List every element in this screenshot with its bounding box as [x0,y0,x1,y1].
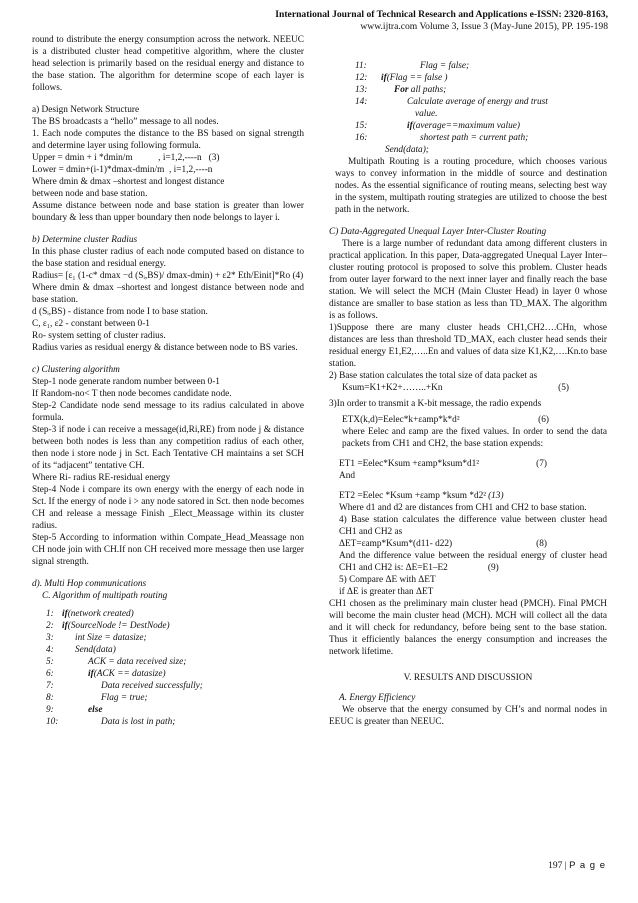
b-line-0: In this phase cluster radius of each node computed based on distance to the base station and residual energy. [32,247,304,269]
eq-7-number: (7) [536,459,547,469]
eq-13-line [329,490,607,502]
section-a-heading: a) Design Network Structure [32,105,140,115]
alg-line-number: 7: [46,681,54,691]
c-line-3: Step-3 if node i can receive a message(id,Ri,RE) from node j & distance between both nodes is less than any competition radius of each other, then node i store node j in Sct. Each Tentative CH maintains a set SCH of its “adjacent” tentative CH. [32,425,304,471]
a-line-0: The BS broadcasts a “hello” message to all nodes. [32,117,219,127]
b-line-6: Radius varies as residual energy & distance between node to BS varies. [32,343,298,353]
eq-9-number: (9) [487,563,499,573]
alg-line [329,120,607,132]
alg-line [32,608,304,620]
step-2: 2) Base station calculates the total size of data packet as [329,371,538,381]
alg-line-number: 5: [46,657,54,667]
footer-separator: | [562,861,570,871]
page-footer [548,860,606,871]
algorithm-title: C. Algorithm of multipath routing [42,591,168,601]
alg-line-number: 13: [355,85,368,95]
alg-line [32,716,304,728]
c-line-1: If Random-no< T then node becomes candidate node. [32,389,232,399]
eq-7: ET1 =Eelec*Ksum +εamp*ksum*d1² [339,459,480,469]
alg-line [32,668,304,680]
algorithm-listing-part3 [329,120,607,144]
page-header [188,9,608,33]
page-word: P a g e [569,860,606,871]
alg-line-14-cont: value. [415,109,438,119]
alg-line-text: Flag = false; [420,61,470,71]
and-text: And [339,471,356,481]
eq-8: ΔET=εamp*Ksum*(d11- d22) [339,539,453,549]
eq-8-line [329,538,607,550]
alg-line-text: Data received successfully; [101,681,203,691]
alg-line-number: 10: [46,717,59,727]
step-4b-text: And the difference value between the residual energy of cluster head CH1 and CH2 is: ΔE=E1–E2 [339,551,607,573]
section-c-heading: c) Clustering algorithm [32,365,120,375]
right-column [329,60,607,728]
step-4b [329,550,607,574]
page-number: 197 [548,861,563,871]
alg-line-number: 11: [355,61,367,71]
b-line-3: d (Sᵢ,BS) - distance from node I to base station. [32,307,208,317]
subsection-a-heading: A. Energy Efficiency [339,693,416,703]
eq-5-line [329,382,607,394]
step-3: 3)In order to transmit a K-bit message, the radio expends [329,399,542,409]
eq-6-where: where Eelec and εamp are the fixed values. In order to send the data packets from CH1 and CH2, the base station expends: [342,427,607,449]
journal-issue: www.ijtra.com Volume 3, Issue 3 (May-June 2015), PP. 195-198 [360,21,608,32]
alg-line-text: int Size = datasize; [75,633,147,643]
alg-send-line: Send(data); [385,145,429,155]
left-column [32,34,304,728]
alg-line-text: if(ACK == datasize) [88,669,166,679]
b-line-5: Ro- system setting of cluster radius. [32,331,166,341]
journal-title: International Journal of Technical Research and Applications e-ISSN: 2320-8163, [275,9,608,20]
alg-line [329,60,607,72]
eq-6-number: (6) [538,415,549,425]
alg-line [32,632,304,644]
a-line-3: Lower = dmin+(i-1)*dmax-dmin/m , i=1,2,----n [32,165,213,175]
alg-line-text: For all paths; [394,85,447,95]
c-line-2: Step-2 Candidate node send message to its radius calculated in above formula. [32,401,304,423]
alg-line [32,620,304,632]
a-line-6: Assume distance between node and base station is greater than lower boundary & less than upper boundary then node belongs to layer i. [32,201,304,223]
alg-line [329,84,607,96]
section-C-paragraph: There is a large number of redundant data among different clusters in practical application. In this paper, Data-aggregated Unequal Layer Inter–cluster routing protocol is proposed to solve this problem. Cluster heads from outer layer forward to the next inner layer and finally reach the base station. We will select the MCH (Main Cluster Head) in layer 0 whose distance are smaller to base station as less than TD_MAX. The algorithm is as follows. [329,239,607,321]
alg-line [329,132,607,144]
section-d-heading: d). Multi Hop communications [32,579,147,589]
b-line-2: Where dmin & dmax –shortest and longest distance between node and base station. [32,283,304,305]
eq-5-number: (5) [558,383,569,393]
eq-8-number: (8) [536,539,547,549]
eq-13-where: Where d1 and d2 are distances from CH1 and CH2 to base station. [339,503,587,513]
alg-line [329,72,607,84]
alg-line [32,644,304,656]
c-line-5: Step-4 Node i compare its own energy with the energy of each node in Sct. If the energy of node i > any node satored in Sct. then node becomes CH and release a message Finish _Elect_Meassage within its cluster radius. [32,485,304,531]
eq-6-line [329,414,607,426]
alg-line [32,656,304,668]
a-line-1: 1. Each node computes the distance to the BS based on signal strength and determine layer using following formula. [32,129,304,151]
multipath-paragraph: Multipath Routing is a routing procedure, which chooses various ways to convey information in the middle of source and destination nodes. As the essential significance of routing means, selecting best way in the system, multipath routing strategies are utilized to choose the best path in the network. [335,157,607,215]
alg-line-number: 3: [46,633,54,643]
alg-line-text: if(average==maximum value) [407,121,520,131]
alg-line-number: 12: [355,73,368,83]
alg-line-number: 4: [46,645,54,655]
section-5-heading: V. RESULTS AND DISCUSSION [403,673,533,683]
alg-line-text: else [88,705,103,715]
eq-5: Ksum=K1+K2+……..+Kn [342,383,443,393]
alg-line-text: shortest path = current path; [420,133,529,143]
alg-line-text: ACK = data received size; [88,657,187,667]
step-5c: CH1 chosen as the preliminary main cluster head (PMCH). Final PMCH will become the main cluster head (MCH). MCH will collect all the data and it will check for redundancy, before being sent to the base station. Thus it efficiently balances the energy consumption and increases the network lifetime. [329,599,607,657]
alg-line-number: 2: [46,621,54,631]
step-4: 4) Base station calculates the difference value between cluster head CH1 and CH2 as [339,515,607,537]
a-line-2: Upper = dmin + i *dmin/m , i=1,2,----n (3) [32,153,220,163]
alg-line-text: if(network created) [62,609,134,619]
alg-line-text: Data is lost in path; [101,717,176,727]
section-b-heading: b) Determine cluster Radius [32,235,138,245]
a-line-4: Where dmin & dmax –shortest and longest distance [32,177,225,187]
alg-line-number: 15: [355,121,368,131]
alg-line-text: Send(data) [75,645,116,655]
alg-line-text: Flag = true; [101,693,148,703]
section-C-heading: C) Data-Aggregated Unequal Layer Inter-Cluster Routing [329,227,547,237]
alg-line-number: 1: [46,609,54,619]
eq-6: ETX(k,d)=Eelec*k+εamp*k*d² [342,415,460,425]
alg-line-number: 9: [46,705,54,715]
final-paragraph: We observe that the energy consumed by CH’s and normal nodes in EEUC is greater than NEEUC. [329,705,607,727]
alg-line-number: 16: [355,133,368,143]
step-1: 1)Suppose there are many cluster heads CH1,CH2….CHn, whose distances are less than threshold TD_MAX, each cluster head sends their residual energy E1,E2,…..En and values of data size K1,K2,….Kn.to base station. [329,323,607,369]
intro-paragraph: round to distribute the energy consumption across the network. NEEUC is a distributed cluster head competitive algorithm, where the cluster head selection is primarily based on the residual energy and distance to the base station. The algorithm for determine scope of each layer is follows. [32,35,304,93]
c-line-6: Step-5 According to information within Compate_Head_Meassage non CH node join with CH.If non CH received more message then use larger signal strength. [32,533,304,567]
alg-line-text: Calculate average of energy and trust [407,97,548,107]
alg-line [329,96,607,108]
alg-line [32,692,304,704]
c-line-0: Step-1 node generate random number between 0-1 [32,377,220,387]
alg-line [32,680,304,692]
alg-line-number: 14: [355,97,368,107]
eq-13-number: (13) [488,491,504,501]
alg-line [32,704,304,716]
eq-7-line [329,458,607,470]
alg-line-text: if(SourceNode != DestNode) [62,621,170,631]
alg-line-number: 8: [46,693,54,703]
algorithm-listing-part2 [329,60,607,108]
step-5: 5) Compare ΔE with ΔET [339,575,436,585]
alg-line-text: if(Flag == false ) [381,73,448,83]
alg-line-number: 6: [46,669,54,679]
a-line-5: between node and base station. [32,189,148,199]
eq-13: ET2 =Eelec *Ksum +εamp *ksum *d2² [339,491,487,501]
b-line-1: Radius= [ε₁ (1-c* dmax −d (Sᵢ,BS)/ dmax-dmin) + ε2* Eth/Einit]*Ro (4) [32,271,304,281]
c-line-4: Where Ri- radius RE-residual energy [32,473,171,483]
algorithm-listing-part1 [32,608,304,728]
b-line-4: C, ε₁, ε2 - constant between 0-1 [32,319,150,329]
step-5b: if ΔE is greater than ΔET [339,587,434,597]
